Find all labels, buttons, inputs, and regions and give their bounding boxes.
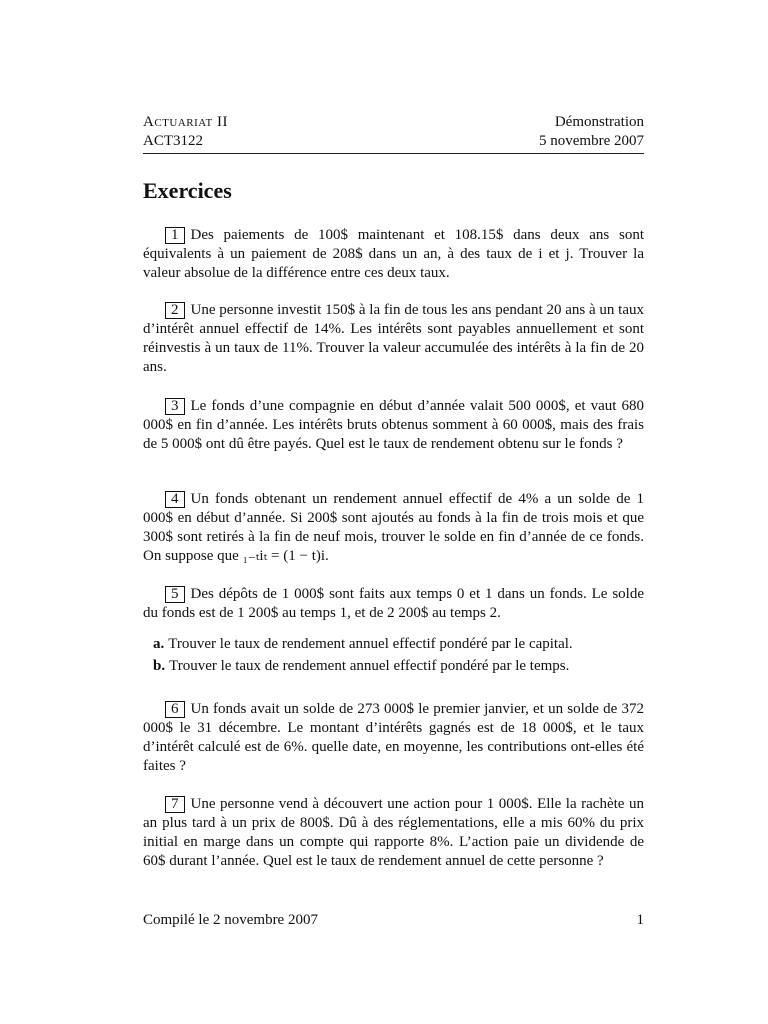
exercise-2 (143, 301, 644, 377)
item-text: Trouver le taux de rendement annuel effectif pondéré par le capital. (168, 636, 573, 652)
exercise-4 (143, 490, 644, 566)
exercise-text: Le fonds d’une compagnie en début d’année valait 500 000$, et vaut 680 000$ en fin d’année. Les intérêts bruts obtenus somment à 60 000$, mais des frais de 5 000$ ont dû être payés. Quel est le taux de rendement obtenu sur le fonds ? (143, 398, 644, 452)
list-item (143, 655, 644, 677)
exercise-number: 7 (165, 796, 185, 813)
exercise-number: 5 (165, 586, 185, 603)
exercise-text: Une personne vend à découvert une action pour 1 000$. Elle la rachète un an plus tard à un prix de 800$. Dû à des réglementations, elle a mis 60% du prix initial en marge dans un compte qui rapporte 8%. L’action paie un dividende de 60$ durant l’année. Quel est le taux de rendement annuel de cette personne ? (143, 796, 644, 869)
exercise-number: 1 (165, 227, 185, 244)
document-page (143, 0, 644, 1024)
page-title: Exercices (143, 178, 232, 203)
course-code: ACT3122 (143, 133, 203, 149)
course-name: Actuariat II (143, 114, 228, 130)
document-date: 5 novembre 2007 (539, 133, 644, 149)
page-header (143, 113, 644, 154)
exercise-7 (143, 795, 644, 871)
exercise-text: Des paiements de 100$ maintenant et 108.15$ dans deux ans sont équivalents à un paiement de 208$ dans un an, à des taux de i et j. Trouver la valeur absolue de la différence entre ces deux taux. (143, 227, 644, 281)
item-text: Trouver le taux de rendement annuel effectif pondéré par le temps. (169, 658, 570, 674)
exercise-text: Des dépôts de 1 000$ sont faits aux temps 0 et 1 dans un fonds. Le solde du fonds est de 1 200$ au temps 1, et de 2 200$ au temps 2. (143, 586, 644, 621)
exercise-text: Un fonds obtenant un rendement annuel effectif de 4% a un solde de 1 000$ en début d’année. Si 200$ sont ajoutés au fonds à la fin de trois mois et que 300$ sont retirés à la fin de neuf mois, trouver le solde en fin d’année de ce fonds. On suppose que ₁₋ₜiₜ = (1 − t)i. (143, 491, 644, 564)
item-letter: b. (153, 658, 166, 674)
exercise-text: Un fonds avait un solde de 273 000$ le premier janvier, et un solde de 372 000$ le 31 décembre. Le montant d’intérêts gagnés est de 18 000$, et le taux d’intérêt calculé est de 6%. quelle date, en moyenne, les contributions ont-elles été faites ? (143, 701, 644, 774)
header-right (539, 113, 644, 151)
exercise-text: Une personne investit 150$ à la fin de tous les ans pendant 20 ans à un taux d’intérêt annuel effectif de 14%. Les intérêts sont payables annuellement et sont réinvestis à un taux de 11%. Trouver la valeur accumulée des intérêts à la fin de 20 ans. (143, 302, 644, 375)
exercise-5 (143, 585, 644, 623)
exercise-5-items (143, 633, 644, 677)
exercise-number: 3 (165, 398, 185, 415)
exercise-number: 2 (165, 302, 185, 319)
exercise-6 (143, 700, 644, 776)
page-number: 1 (636, 912, 644, 928)
exercise-1 (143, 226, 644, 283)
document-type: Démonstration (554, 114, 644, 130)
header-left (143, 113, 228, 151)
exercise-number: 4 (165, 491, 185, 508)
exercise-number: 6 (165, 701, 185, 718)
page-footer (143, 912, 644, 929)
exercise-3 (143, 397, 644, 454)
item-letter: a. (153, 636, 165, 652)
compiled-date: Compilé le 2 novembre 2007 (143, 912, 318, 928)
list-item (143, 633, 644, 655)
